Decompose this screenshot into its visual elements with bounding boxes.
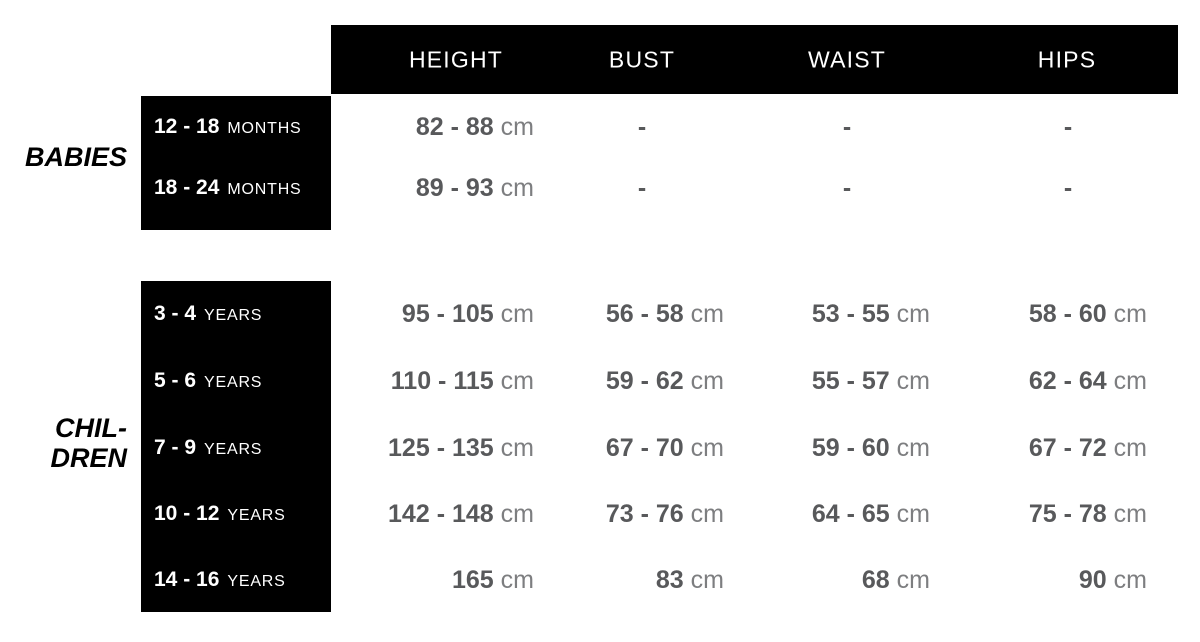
measurement-unit: cm <box>500 174 534 202</box>
cell-3-4-waist <box>812 298 930 330</box>
size-range: 7 - 9 <box>154 436 197 459</box>
size-row-5-6-years <box>154 369 327 393</box>
measurement-value: 67 - 72 <box>1028 434 1107 462</box>
size-range-unit: MONTHS <box>227 181 302 198</box>
cell-babies-18-24-bust: - <box>637 174 647 202</box>
measurement-unit: cm <box>690 500 724 528</box>
size-row-7-9-years <box>154 436 327 460</box>
measurement-value: 59 - 60 <box>811 434 890 462</box>
measurement-value: 95 - 105 <box>401 300 494 328</box>
size-range: 12 - 18 <box>154 115 220 138</box>
measurement-unit: cm <box>1113 300 1147 328</box>
cell-babies-12-18-waist: - <box>842 113 852 141</box>
measurement-unit: cm <box>500 300 534 328</box>
measurement-unit: cm <box>690 300 724 328</box>
cell-14-16-bust <box>656 564 724 596</box>
measurement-unit: cm <box>1113 434 1147 462</box>
size-range-unit: YEARS <box>227 507 286 524</box>
cell-14-16-height <box>452 564 534 596</box>
column-header-height: HEIGHT <box>408 46 504 72</box>
cell-10-12-bust <box>606 498 724 530</box>
cell-babies-18-24-hips: - <box>1063 174 1073 202</box>
cell-7-9-height <box>388 432 534 464</box>
measurement-unit: cm <box>500 434 534 462</box>
cell-5-6-height <box>391 365 534 397</box>
measurement-value: 53 - 55 <box>811 300 890 328</box>
measurement-value: 110 - 115 <box>390 367 494 395</box>
cell-3-4-bust <box>606 298 724 330</box>
cell-10-12-height <box>388 498 534 530</box>
size-range: 5 - 6 <box>154 369 197 392</box>
measurement-unit: cm <box>896 434 930 462</box>
size-row-10-12-years <box>154 502 327 526</box>
size-range-unit: YEARS <box>204 307 263 324</box>
cell-babies-12-18-height <box>416 111 534 143</box>
column-header-bust: BUST <box>608 46 676 72</box>
cell-babies-18-24-height <box>416 172 534 204</box>
cell-10-12-hips <box>1029 498 1147 530</box>
section-label-children-line1: CHIL- <box>55 413 127 443</box>
cell-5-6-hips <box>1029 365 1147 397</box>
size-range-unit: YEARS <box>204 441 263 458</box>
measurement-unit: cm <box>896 500 930 528</box>
cell-10-12-waist <box>812 498 930 530</box>
measurement-value: 67 - 70 <box>605 434 684 462</box>
size-range-unit: MONTHS <box>227 120 302 137</box>
measurement-unit: cm <box>896 566 930 594</box>
measurement-unit: cm <box>1113 500 1147 528</box>
cell-7-9-hips <box>1029 432 1147 464</box>
measurement-value: 56 - 58 <box>605 300 684 328</box>
measurement-value: 165 <box>451 566 494 594</box>
cell-7-9-waist <box>812 432 930 464</box>
measurement-unit: cm <box>500 367 534 395</box>
measurement-value: 64 - 65 <box>811 500 890 528</box>
cell-babies-18-24-waist: - <box>842 174 852 202</box>
children-size-box <box>141 281 331 612</box>
measurement-unit: cm <box>896 367 930 395</box>
size-range-unit: YEARS <box>227 573 286 590</box>
cell-babies-12-18-bust: - <box>637 113 647 141</box>
cell-babies-12-18-hips: - <box>1063 113 1073 141</box>
measurement-value: 82 - 88 <box>415 113 494 141</box>
measurement-unit: cm <box>690 367 724 395</box>
size-range: 14 - 16 <box>154 568 220 591</box>
size-range: 3 - 4 <box>154 302 197 325</box>
cell-5-6-waist <box>812 365 930 397</box>
measurement-value: 62 - 64 <box>1028 367 1107 395</box>
cell-7-9-bust <box>606 432 724 464</box>
measurement-unit: cm <box>500 566 534 594</box>
size-range: 10 - 12 <box>154 502 220 525</box>
cell-14-16-hips <box>1079 564 1147 596</box>
size-range-unit: YEARS <box>204 374 263 391</box>
measurement-unit: cm <box>500 113 534 141</box>
section-label-babies: BABIES <box>24 142 127 172</box>
measurement-value: 68 <box>861 566 890 594</box>
size-row-14-16-years <box>154 568 327 592</box>
measurement-value: 142 - 148 <box>388 500 494 528</box>
measurement-value: 58 - 60 <box>1028 300 1107 328</box>
section-label-children-line2: DREN <box>50 443 127 473</box>
cell-3-4-height <box>402 298 534 330</box>
cell-5-6-bust <box>606 365 724 397</box>
measurement-value: 90 <box>1078 566 1107 594</box>
measurement-value: 73 - 76 <box>605 500 684 528</box>
column-header-hips: HIPS <box>1037 46 1097 72</box>
measurement-unit: cm <box>1113 566 1147 594</box>
size-row-3-4-years <box>154 302 327 326</box>
section-label-children <box>0 413 127 473</box>
size-row-12-18-months <box>154 115 327 139</box>
measurement-value: 83 <box>655 566 684 594</box>
column-header-waist: WAIST <box>808 46 886 72</box>
size-row-18-24-months <box>154 176 327 200</box>
measurement-value: 75 - 78 <box>1028 500 1107 528</box>
measurement-unit: cm <box>690 434 724 462</box>
babies-size-box <box>141 96 331 230</box>
measurement-unit: cm <box>500 500 534 528</box>
measurement-value: 89 - 93 <box>415 174 494 202</box>
measurement-unit: cm <box>690 566 724 594</box>
cell-14-16-waist <box>862 564 930 596</box>
measurement-value: 55 - 57 <box>811 367 890 395</box>
measurement-unit: cm <box>896 300 930 328</box>
cell-3-4-hips <box>1029 298 1147 330</box>
column-header-bar <box>331 25 1178 94</box>
measurement-value: 59 - 62 <box>605 367 684 395</box>
measurement-unit: cm <box>1113 367 1147 395</box>
measurement-value: 125 - 135 <box>388 434 494 462</box>
size-range: 18 - 24 <box>154 176 220 199</box>
